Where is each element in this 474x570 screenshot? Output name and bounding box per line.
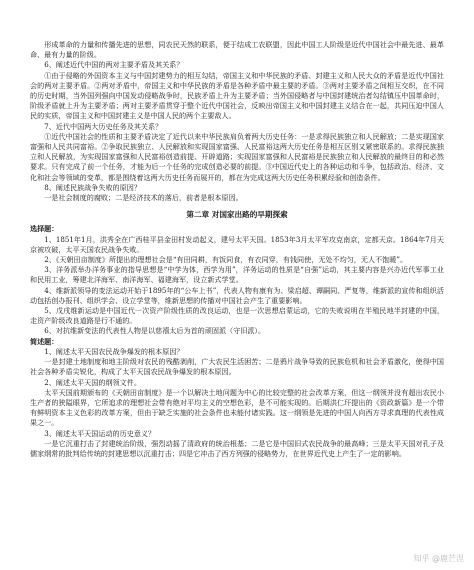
section-heading: 选择题：	[30, 224, 59, 234]
question-heading: 3、阐述太平天国运动的历史意义？	[44, 428, 156, 438]
question-heading: 7、近代中国两大历史任务及其关系？	[44, 121, 163, 131]
question-heading: 6、阐述近代中国的两对主要矛盾及其关系？	[44, 60, 184, 70]
paragraph: 一是社会制度的腐败；二是经济技术的落后，前者是根本原因。	[44, 193, 243, 203]
paragraph: 6、对抗维新变法的代表性人物是以慈禧太后为首的顽固派（守旧派）。	[44, 326, 266, 336]
section-heading: 简述题：	[30, 336, 59, 346]
paragraph: ①近代中国社会的性质和主要矛盾决定了近代以来中华民族肩负着两大历史任务：一是求得民族独立和人民解放；二是实现国家富强和人民共同富裕。②争取民族独立、人民解放和实现国家富强、人民富裕这两大历史任务是相互区别又紧密联系的。求得民族独立和人民解放，为实现国家富强和人民富裕创造前提、开辟道路；实现国家富强和人民富裕是民族独立和人民解放的最终目的和必然要求。只有完成了前一个任务，才能为后一个任务的完成创造必要的前提。③中国近代史上的各种运动和斗争，包括政治、经济、文化和社会等领域的变革，都是围绕着这两大历史任务而展开的，都在为完成这两大历史任务积累经验和创造条件。	[30, 131, 444, 182]
paragraph: 2、《天朝田亩制度》所提出的理想社会是“有田同耕，有饭同食，有衣同穿，有钱同使，无处不均匀，无人不饱暖”。	[44, 255, 408, 265]
paragraph: 一是它沉重打击了封建统治阶级，强烈动摇了清政府的统治根基；二是它是中国旧式农民战争的最高峰；三是太平天国对孔子及儒家纲常的批判给传统的封建思想以沉重打击；四是它冲击了西方列强的侵略势力，在世界近代史上产生了一定的影响。	[30, 438, 444, 458]
paragraph: 4、维新派领导的变法运动开始于1895年的“公车上书”，代表人物有康有为、梁启超、谭嗣同、严复等，维新派的宣传和组织活动包括创办报刊、组织学会、设立学堂等，维新思想的传播对中国社会产生了重要影响。	[30, 285, 444, 305]
paragraph: 形成革命的力量和传播先进的思想，同农民天然的联系，便于结成工农联盟，因此中国工人阶级是近代中国社会中最先进、最革命、最有力量的阶级。	[30, 40, 444, 60]
paragraph: 一是封建土地制度和地主阶级对农民的残酷剥削，广大农民生活困苦；二是鸦片战争导致的民族危机和社会矛盾激化，使得中国社会各种矛盾尖锐化，构成了太平天国农民战争爆发的根本原因。	[30, 357, 444, 377]
question-heading: 1、阐述太平天国农民战争爆发的根本原因？	[44, 346, 184, 356]
paragraph: ①由于侵略的外国资本主义与中国封建势力的相互勾结，帝国主义和中华民族的矛盾、封建主义和人民大众的矛盾是近代中国社会的两对主要矛盾。②两对矛盾中，帝国主义和中华民族的矛盾是各种矛盾中最主要的矛盾。③两对主要矛盾之间相互交织，在不同的历史时期，当外国列强向中国发动侵略战争时，民族矛盾上升为主要矛盾；当外国侵略者与中国封建统治者勾结镇压中国革命时，阶级矛盾就上升为主要矛盾；两对主要矛盾贯穿于整个近代中国社会，反映出帝国主义和中国封建主义结合在一起，共同压迫中国人民的实质，帝国主义和中国封建主义是中国人民的两个主要敌人。	[30, 70, 444, 121]
chapter-title: 第二章 对国家出路的早期探索	[186, 210, 288, 220]
watermark: 知乎 @鹿芒涅	[413, 553, 464, 563]
document-body	[30, 40, 444, 459]
paragraph: 5、戊戌维新运动是中国近代一次资产阶级性质的改良运动，也是一次思想启蒙运动，它的失败说明在半殖民地半封建的中国，走资产阶级改良道路是行不通的。	[30, 306, 444, 326]
question-heading: 2、阐述太平天国的纲领文件。	[44, 377, 141, 387]
question-heading: 8、阐述民族战争失败的原因？	[44, 182, 141, 192]
paragraph: 1、1851年1月，洪秀全在广西桂平县金田村发动起义，建号太平天国。1853年3月太平军攻克南京，定都天京。1864年7月天京被攻破，太平天国农民战争失败。	[30, 234, 444, 254]
paragraph: 太平天国前期颁布的《天朝田亩制度》是一个以解决土地问题为中心的比较完整的社会改革方案，但这一纲领并没有超出农民小生产者的狭隘眼界，它所追求的理想社会带有绝对平均主义的空想色彩，是不可能实现的。后期洪仁玕提出的《资政新篇》是一个带有鲜明资本主义色彩的改革方案，但由于缺乏实施的社会条件也未能付诸实践。这一纲领是先进的中国人向西方寻求真理的代表性成果之一。	[30, 387, 444, 428]
paragraph: 3、洋务派举办洋务事业的指导思想是“中学为体，西学为用”，洋务运动的性质是“自强”运动，其主要内容是兴办近代军事工业和民用工业，筹建北洋海军、南洋海军、福建海军，设立新式学堂。	[30, 265, 444, 285]
